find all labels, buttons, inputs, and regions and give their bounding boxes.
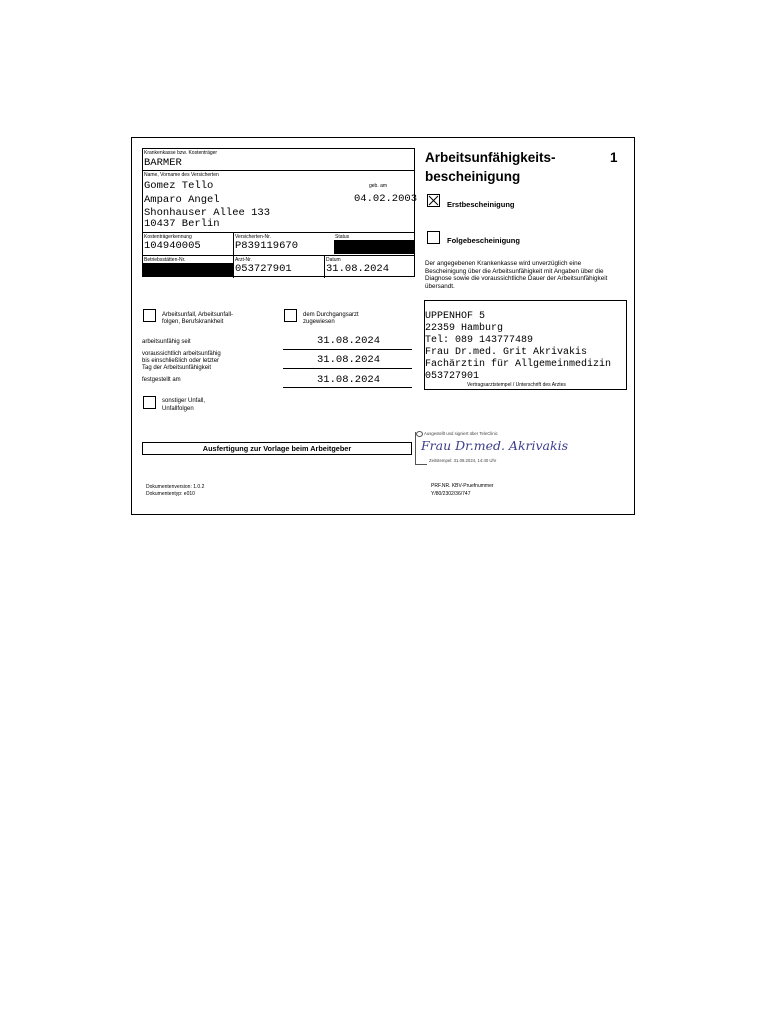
insurer-value: BARMER	[144, 157, 182, 169]
bis-value: 31.08.2024	[317, 354, 381, 366]
durchgangsarzt-label-1: dem Durchgangsarzt	[303, 312, 359, 318]
arzt-label: Arzt-Nr.	[235, 257, 252, 263]
doc-version: Dokumentenversion: 1.0.2	[146, 484, 205, 490]
au-seit-value: 31.08.2024	[317, 335, 381, 347]
folgebescheinigung-checkbox[interactable]	[427, 231, 440, 244]
ausfertigung-label: Ausfertigung zur Vorlage beim Arbeitgeber	[202, 444, 352, 453]
versicherten-value: P839119670	[235, 240, 299, 252]
name-label: Name, Vorname des Versicherten	[144, 172, 219, 178]
durchgangsarzt-label-2: zugewiesen	[303, 319, 335, 325]
patient-dob: 04.02.2003	[354, 193, 418, 205]
sonstiger-unfall-checkbox[interactable]	[143, 396, 156, 409]
stamp-line-3: Tel: 089 143777489	[425, 335, 534, 346]
patient-street: Shonhauser Allee 133	[144, 207, 271, 219]
stamp-line-5: Fachärztin für Allgemeinmedizin	[425, 359, 612, 370]
stamp-line-1: UPPENHOF 5	[425, 311, 486, 322]
signature-text: Frau Dr.med. Akrivakis	[421, 438, 568, 453]
festgestellt-value: 31.08.2024	[317, 374, 381, 386]
betrieb-label: Betriebsstätten-Nr.	[144, 257, 186, 263]
bis-label-3: Tag der Arbeitsunfähigkeit	[142, 365, 212, 371]
durchgangsarzt-checkbox[interactable]	[284, 309, 297, 322]
patient-city: 10437 Berlin	[144, 218, 220, 230]
bis-label-2: bis einschließlich oder letzter	[142, 358, 220, 364]
prf-number-label: PRF.NR. KBV-Pruefnummer	[431, 483, 494, 489]
notice-text: Der angegebenen Krankenkasse wird unverzüglich eine Bescheinigung über die Arbeitsunfähigkeit mit Angaben über die Diagnose sowie die voraussichtliche Dauer der Arbeitsunfähigkeit übersandt.	[425, 260, 608, 290]
sonstiger-label-2: Unfallfolgen	[162, 406, 194, 412]
patient-firstname: Amparo Angel	[144, 194, 220, 206]
arbeitsunfall-label-2: folgen, Berufskrankheit	[162, 319, 224, 325]
doctor-stamp-box	[424, 300, 627, 390]
folgebescheinigung-label: Folgebescheinigung	[447, 236, 520, 245]
form-title-line2: bescheinigung	[425, 169, 521, 184]
signature-seal-icon	[416, 431, 423, 437]
bis-label-1: voraussichtlich arbeitsunfähig	[142, 351, 221, 357]
datum-value: 31.08.2024	[326, 263, 390, 275]
stamp-caption: Vertragsarztstempel / Unterschrift des Arztes	[467, 382, 566, 388]
stamp-line-2: 22359 Hamburg	[425, 323, 504, 334]
check-x-icon	[428, 195, 439, 206]
versicherten-label: Versicherten-Nr.	[235, 234, 271, 240]
patient-surname: Gomez Tello	[144, 180, 214, 192]
erstbescheinigung-checkbox[interactable]	[427, 194, 440, 207]
status-label: Status	[335, 234, 350, 240]
erstbescheinigung-label: Erstbescheinigung	[447, 200, 515, 209]
au-certificate-form	[131, 137, 635, 515]
insurer-box	[142, 148, 415, 171]
dob-label: geb. am	[369, 183, 388, 189]
sonstiger-label-1: sonstiger Unfall,	[162, 398, 206, 404]
digital-signature	[415, 430, 568, 468]
patient-box	[142, 170, 418, 277]
stamp-line-6: 053727901	[425, 371, 480, 382]
kostentraeger-label: Kostenträgerkennung	[144, 234, 192, 240]
signature-header: Ausgestellt und signiert über TeleClinic	[424, 431, 498, 436]
status-redaction	[334, 240, 414, 254]
form-title-line1: Arbeitsunfähigkeits-	[425, 150, 556, 165]
kostentraeger-value: 104940005	[144, 240, 201, 252]
arzt-value: 053727901	[235, 263, 292, 275]
festgestellt-label: festgestellt am	[142, 377, 181, 383]
ausfertigung-box	[142, 442, 412, 455]
arbeitsunfall-label-1: Arbeitsunfall, Arbeitsunfall-	[162, 312, 234, 318]
arbeitsunfall-checkbox[interactable]	[143, 309, 156, 322]
insurer-label: Krankenkasse bzw. Kostenträger	[144, 150, 218, 156]
prf-number-value: Y/80/2302/36/747	[431, 491, 471, 497]
stamp-line-4: Frau Dr.med. Grit Akrivakis	[425, 347, 588, 358]
au-seit-label: arbeitsunfähig seit	[142, 339, 191, 345]
page-number: 1	[610, 150, 618, 165]
doc-type: Dokumententyp: e010	[146, 491, 195, 497]
betrieb-redaction	[143, 263, 233, 277]
signature-timestamp: Zeitstempel: 31.08.2024, 14:40 Uhr	[429, 458, 497, 463]
datum-label: Datum	[326, 257, 341, 263]
